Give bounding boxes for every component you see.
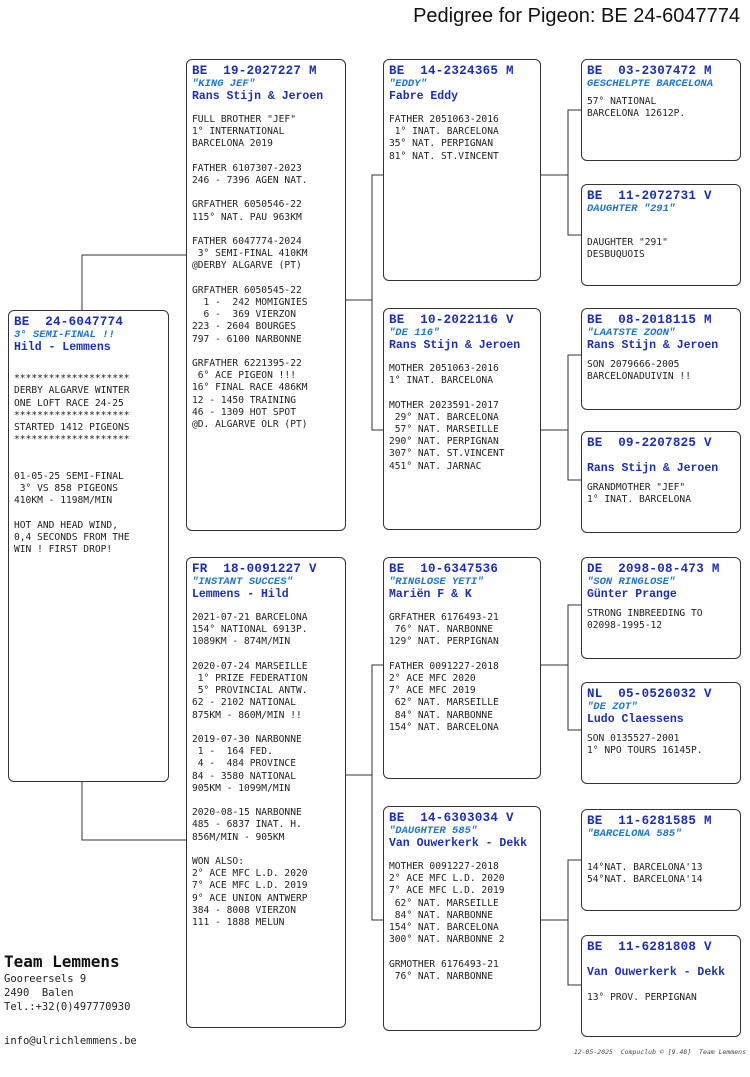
dam-info: 2021-07-21 BARCELONA 154° NATIONAL 6913P. 1089KM - 874M/MIN 2020-07-24 MARSEILLE 1° PRIZE FEDERATION 5° PROVINCIAL ANTW. 62 - 2102 NATIONAL 875KM - 860M/MIN !! 2019-07-30 NARBONNE 1 - 164 FED. 4 - 484 PROVINCE 84 - 3580 NATIONAL 905KM - 1099M/MIN 2020-08-15 NARBONNE 485 - 6837 INAT. H. 856M/MIN - 905KM WON ALSO: 2° ACE MFC L.D. 2020 7° ACE MFC L.D. 2019 9° ACE UNION ANTWERP 384 - 8008 VIERZON 111 - 1888 MELUN (192, 612, 308, 929)
subject-pigeon-card (8, 310, 169, 782)
dsd-nickname: "DE ZOT" (587, 701, 638, 713)
dds-ring: BE 11-6281585 M (587, 814, 712, 828)
sss-card (581, 59, 741, 161)
subject-ring: BE 24-6047774 (14, 315, 124, 329)
dsd-card (581, 682, 741, 784)
sire-dam-owner: Rans Stijn & Jeroen (389, 339, 521, 352)
footer-stamp: 12-05-2025 Compuclub © [9.48] Team Lemmens (573, 1048, 746, 1056)
page-title: Pedigree for Pigeon: BE 24-6047774 (413, 5, 740, 27)
dsd-owner: Ludo Claessens (587, 713, 684, 726)
ssd-card (581, 184, 741, 286)
dds-card (581, 809, 741, 911)
team-email-link[interactable]: info@ulrichlemmens.be (4, 1035, 137, 1047)
ssd-ring: BE 11-2072731 V (587, 189, 712, 203)
team-contact-block (4, 952, 130, 1014)
team-tel: Tel.:+32(0)497770930 (4, 1001, 131, 1013)
ddd-ring: BE 11-6281808 V (587, 940, 712, 954)
sds-owner: Rans Stijn & Jeroen (587, 339, 719, 352)
sire-card (186, 59, 346, 531)
sds-nickname: "LAATSTE ZOON" (587, 327, 676, 339)
sds-ring: BE 08-2018115 M (587, 313, 712, 327)
sire-sire-owner: Fabre Eddy (389, 90, 459, 103)
dss-owner: Günter Prange (587, 588, 677, 601)
sds-card (581, 308, 741, 410)
sire-dam-card (383, 308, 541, 530)
dss-card (581, 557, 741, 659)
dam-dam-nickname: "DAUGHTER 585" (389, 825, 478, 837)
subject-owner: Hild - Lemmens (14, 341, 111, 354)
ddd-card (581, 935, 741, 1037)
ddd-owner: Van Ouwerkerk - Dekk (587, 966, 726, 979)
sire-dam-info: MOTHER 2051063-2016 1° INAT. BARCELONA MOTHER 2023591-2017 29° NAT. BARCELONA 57° NAT. MARSEILLE 290° NAT. PERPIGNAN 307° NAT. ST.VINCENT 451° NAT. JARNAC (389, 363, 505, 472)
sire-sire-nickname: "EDDY" (389, 78, 427, 90)
dam-nickname: "INSTANT SUCCES" (192, 576, 293, 588)
sire-info: FULL BROTHER "JEF" 1° INTERNATIONAL BARCELONA 2019 FATHER 6107307-2023 246 - 7396 AGEN NAT. GRFATHER 6050546-22 115° NAT. PAU 963KM FATHER 6047774-2024 3° SEMI-FINAL 410KM @DERBY ALGARVE (PT) GRFATHER 6050545-22 1 - 242 MOMIGNIES 6 - 369 VIERZON 223 - 2604 BOURGES 797 - 6100 NARBONNE GRFATHER 6221395-22 6° ACE PIGEON !!! 16° FINAL RACE 486KM 12 - 1450 TRAINING 46 - 1309 HOT SPOT @D. ALGARVE OLR (PT) (192, 114, 308, 431)
ddd-nickname (587, 954, 736, 966)
dss-info: STRONG INBREEDING TO 02098-1995-12 (587, 608, 703, 632)
dam-sire-owner: Mariën F & K (389, 588, 472, 601)
dam-dam-info: MOTHER 0091227-2018 2° ACE MFC L.D. 2020 7° ACE MFC L.D. 2019 62° NAT. MARSEILLE 84° NAT. NARBONNE 154° NAT. BARCELONA 300° NAT. NARBONNE 2 GRMOTHER 6176493-21 76° NAT. NARBONNE (389, 861, 505, 982)
ssd-nickname: DAUGHTER "291" (587, 203, 676, 215)
dam-card (186, 557, 346, 1028)
sdd-ring: BE 09-2207825 V (587, 436, 712, 450)
sss-info: 57° NATIONAL BARCELONA 12612P. (587, 96, 686, 120)
sds-info: SON 2079666-2005 BARCELONADUIVIN !! (587, 359, 691, 383)
ddd-info: 13° PROV. PERPIGNAN (587, 992, 697, 1003)
sire-dam-ring: BE 10-2022116 V (389, 313, 514, 327)
subject-nickname: 3° SEMI-FINAL !! (14, 329, 115, 341)
ssd-info: DAUGHTER "291" DESBUQUOIS (587, 237, 668, 261)
dam-dam-ring: BE 14-6303034 V (389, 811, 514, 825)
dds-nickname: "BARCELONA 585" (587, 828, 682, 840)
sdd-nickname (587, 450, 736, 462)
dam-ring: FR 18-0091227 V (192, 562, 317, 576)
sire-sire-ring: BE 14-2324365 M (389, 64, 514, 78)
sire-ring: BE 19-2027227 M (192, 64, 317, 78)
dsd-ring: NL 05-0526032 V (587, 687, 712, 701)
sss-ring: BE 03-2307472 M (587, 64, 712, 78)
sss-nickname: GESCHELPTE BARCELONA (587, 78, 714, 90)
dam-dam-card (383, 806, 541, 1031)
dam-sire-info: GRFATHER 6176493-21 76° NAT. NARBONNE 129° NAT. PERPIGNAN FATHER 0091227-2018 2° ACE MFC 2020 7° ACE MFC 2019 62° NAT. MARSEILLE 84° NAT. NARBONNE 154° NAT. BARCELONA (389, 612, 499, 733)
dam-sire-nickname: "RINGLOSE YETI" (389, 576, 484, 588)
sdd-info: GRANDMOTHER "JEF" 1° INAT. BARCELONA (587, 482, 691, 506)
subject-info: ******************** DERBY ALGARVE WINTER ONE LOFT RACE 24-25 ******************** STARTED 1412 PIGEONS ******************** 01-05-25 SEMI-FINAL 3° VS 858 PIGEONS 410KM - 1198M/MIN HOT AND HEAD WIND, 0,4 SECONDS FROM THE WIN ! FIRST DROP! (14, 373, 130, 556)
dam-sire-card (383, 557, 541, 779)
dsd-info: SON 0135527-2001 1° NPO TOURS 16145P. (587, 733, 703, 757)
dam-owner: Lemmens - Hild (192, 588, 289, 601)
sire-owner: Rans Stijn & Jeroen (192, 90, 324, 103)
sdd-card (581, 431, 741, 533)
dds-info: 14°NAT. BARCELONA'13 54°NAT. BARCELONA'14 (587, 862, 703, 886)
dam-sire-ring: BE 10-6347536 (389, 562, 499, 576)
sire-dam-nickname: "DE 116" (389, 327, 440, 339)
dss-nickname: "SON RINGLOSE" (587, 576, 676, 588)
team-city: 2490 Balen (4, 987, 74, 999)
dam-dam-owner: Van Ouwerkerk - Dekk (389, 837, 528, 850)
sire-sire-info: FATHER 2051063-2016 1° INAT. BARCELONA 35° NAT. PERPIGNAN 81° NAT. ST.VINCENT (389, 114, 499, 162)
sire-sire-card (383, 59, 541, 281)
team-street: Gooreersels 9 (4, 973, 87, 985)
sire-nickname: "KING JEF" (192, 78, 256, 90)
team-name: Team Lemmens (4, 952, 120, 971)
dss-ring: DE 2098-08-473 M (587, 562, 720, 576)
sdd-owner: Rans Stijn & Jeroen (587, 462, 719, 475)
